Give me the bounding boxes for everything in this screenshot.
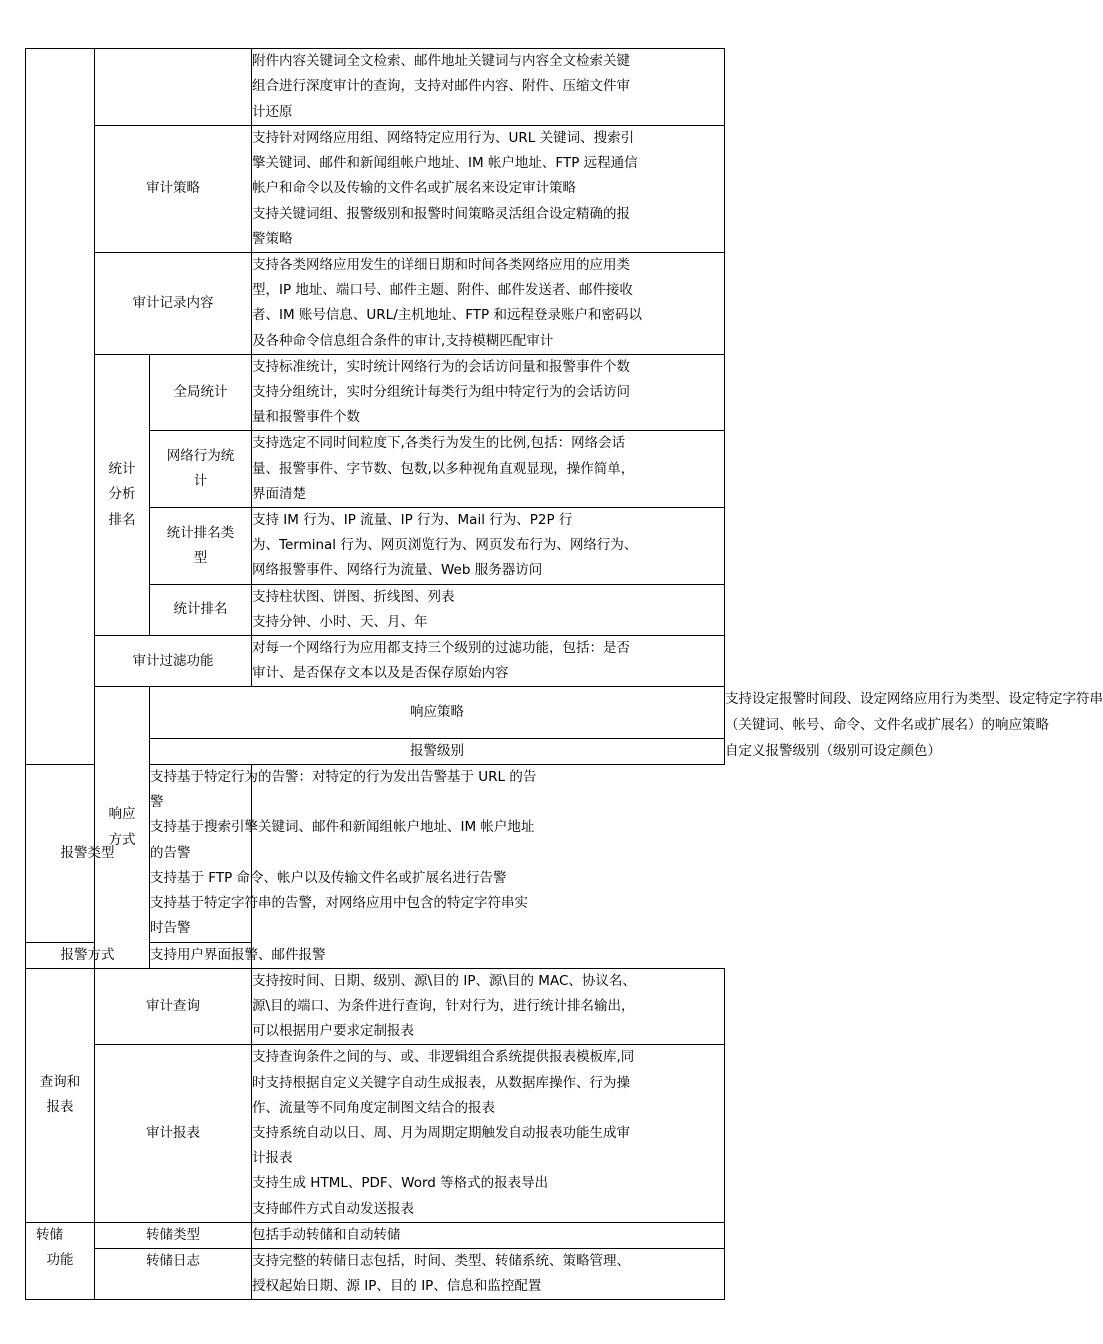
stat-item-name: 网络行为统 计: [150, 431, 252, 508]
table-row: 响应 方式 响应策略 支持设定报警时间段、设定网络应用行为类型、设定特定字符串 （关键词、帐号、命令、文件名或扩展名）的响应策略: [26, 687, 725, 738]
feature-description: 支持各类网络应用发生的详细日期和时间各类网络应用的应用类 型，IP 地址、端口号、邮件主题、附件、邮件发送者、邮件接收 者、IM 账号信息、URL/主机地址、FTP 和远程登录账户和密码以 及各种命令信息组合条件的审计,支持模糊匹配审计: [252, 253, 725, 355]
feature-name: 报警级别: [150, 738, 725, 764]
feature-description: 包括手动转储和自动转储: [252, 1222, 725, 1248]
table-row: [26, 49, 725, 126]
feature-name: 审计过滤功能: [95, 636, 252, 687]
feature-description: 附件内容关键词全文检索、邮件地址关键词与内容全文检索关键 组合进行深度审计的查询，支持对邮件内容、附件、压缩文件审 计还原: [252, 49, 725, 126]
feature-name-cell-empty: [95, 49, 252, 126]
feature-name: 审计策略: [95, 126, 252, 253]
feature-description: 支持基于特定行为的告警：对特定的行为发出告警基于 URL 的告 警 支持基于搜索引擎关键词、邮件和新闻组帐户地址、IM 帐户地址 的告警 支持基于 FTP 命令、帐户以及传输文件名或扩展名进行告警 支持基于特定字符串的告警，对网络应用中包含的特定字符串实 时告警: [150, 765, 252, 942]
table-row: [26, 1248, 725, 1299]
feature-description: 支持选定不同时间粒度下,各类行为发生的比例,包括：网络会话 量、报警事件、字节数、包数,以多种视角直观显现，操作简单， 界面清楚: [252, 431, 725, 508]
feature-spec-table: [25, 48, 1103, 1300]
table-row: [26, 1045, 725, 1222]
feature-description: 支持针对网络应用组、网络特定应用行为、URL 关键词、搜索引 擎关键词、邮件和新闻组帐户地址、IM 帐户地址、FTP 远程通信 帐户和命令以及传输的文件名或扩展名来设定审计策略 支持关键词组、报警级别和报警时间策略灵活组合设定精确的报 警策略: [252, 126, 725, 253]
feature-name: 审计报表: [95, 1045, 252, 1222]
category-cell-empty: [26, 49, 95, 765]
table-row: [26, 765, 725, 942]
stat-item-name: 全局统计: [150, 354, 252, 431]
stat-group-label: 统计 分析 排名: [95, 354, 150, 635]
feature-description: 支持标准统计，实时统计网络行为的会话访问量和报警事件个数 支持分组统计，实时分组统计每类行为组中特定行为的会话访问 量和报警事件个数: [252, 354, 725, 431]
table-row: 报警级别 自定义报警级别（级别可设定颜色）: [26, 738, 725, 764]
table-row: [26, 636, 725, 687]
stat-item-name: 统计排名: [150, 584, 252, 635]
feature-name: 转储类型: [95, 1222, 252, 1248]
category-label: 转储 功能: [26, 1222, 95, 1300]
feature-description: 支持柱状图、饼图、折线图、列表 支持分钟、小时、天、月、年: [252, 584, 725, 635]
feature-name: 报警类型: [26, 765, 150, 942]
feature-name: 审计查询: [95, 968, 252, 1045]
feature-description: 支持查询条件之间的与、或、非逻辑组合系统提供报表模板库,同 时支持根据自定义关键字自动生成报表，从数据库操作、行为操 作、流量等不同角度定制图文结合的报表 支持系统自动以日、周、月为周期定期触发自动报表功能生成审 计报表 支持生成 HTML、PDF、Word 等格式的报表导出 支持邮件方式自动发送报表: [252, 1045, 725, 1222]
table-row: [26, 968, 725, 1045]
table-row: [26, 354, 725, 431]
feature-description: 支持按时间、日期、级别、源\目的 IP、源\目的 MAC、协议名、 源\目的端口、为条件进行查询，针对行为，进行统计排名输出， 可以根据用户要求定制报表: [252, 968, 725, 1045]
feature-name: 审计记录内容: [95, 253, 252, 355]
feature-name: 响应策略: [150, 687, 725, 738]
feature-description: 支持用户界面报警、邮件报警: [150, 942, 252, 968]
feature-description: 支持完整的转储日志包括，时间、类型、转储系统、策略管理、 授权起始日期、源 IP、目的 IP、信息和监控配置: [252, 1248, 725, 1299]
table-row: [26, 126, 725, 253]
table-row: [26, 942, 725, 968]
table-row: [26, 1222, 725, 1248]
category-label: 响应 方式: [95, 687, 150, 968]
feature-name: 转储日志: [95, 1248, 252, 1299]
table-row: [26, 253, 725, 355]
feature-description: 支持 IM 行为、IP 流量、IP 行为、Mail 行为、P2P 行 为、Terminal 行为、网页浏览行为、网页发布行为、网络行为、 网络报警事件、网络行为流量、Web 服务器访问: [252, 508, 725, 585]
feature-description: 对每一个网络行为应用都支持三个级别的过滤功能，包括：是否 审计、是否保存文本以及是否保存原始内容: [252, 636, 725, 687]
feature-name: 报警方式: [26, 942, 150, 968]
category-label: 查询和 报表: [26, 968, 95, 1222]
stat-item-name: 统计排名类 型: [150, 508, 252, 585]
